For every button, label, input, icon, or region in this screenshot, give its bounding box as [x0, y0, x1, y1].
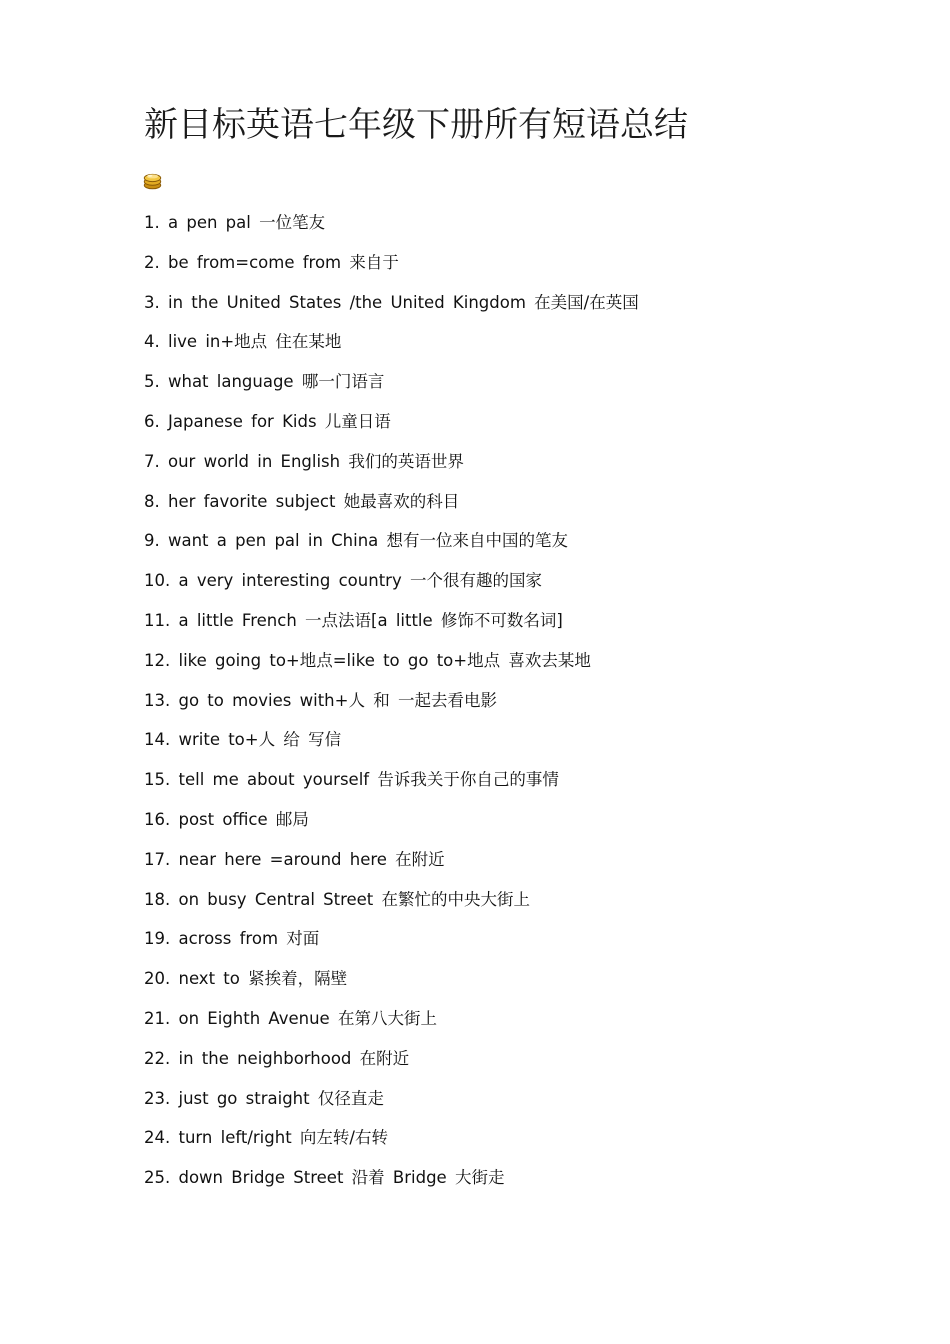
phrase-item: 4. live in+地点 住在某地: [144, 332, 342, 352]
phrase-item: 8. her favorite subject 她最喜欢的科目: [144, 491, 460, 511]
phrase-item: 18. on busy Central Street 在繁忙的中央大街上: [144, 889, 531, 909]
phrase-item: 25. down Bridge Street 沿着 Bridge 大街走: [144, 1168, 505, 1188]
phrase-item: 13. go to movies with+人 和 一起去看电影: [144, 690, 497, 710]
phrase-item: 20. next to 紧挨着，隔壁: [144, 969, 348, 989]
phrase-item: 14. write to+人 给 写信: [144, 730, 342, 750]
phrase-item: 5. what language 哪一门语言: [144, 372, 385, 392]
phrase-item: 6. Japanese for Kids 儿童日语: [144, 411, 391, 431]
phrase-item: 23. just go straight 仅径直走: [144, 1088, 384, 1108]
phrase-item: 17. near here =around here 在附近: [144, 849, 445, 869]
phrase-list: [144, 203, 639, 1198]
phrase-item: 7. our world in English 我们的英语世界: [144, 451, 464, 471]
phrase-item: 12. like going to+地点=like to go to+地点 喜欢去某地: [144, 650, 591, 670]
phrase-item: 3. in the United States /the United Kingdom 在美国/在英国: [144, 292, 639, 312]
phrase-item: 16. post office 邮局: [144, 809, 309, 829]
phrase-item: 19. across from 对面: [144, 929, 320, 949]
phrase-item: 9. want a pen pal in China 想有一位来自中国的笔友: [144, 531, 569, 551]
phrase-item: 24. turn left/right 向左转/右转: [144, 1128, 388, 1148]
phrase-item: 1. a pen pal 一位笔友: [144, 213, 326, 232]
phrase-item: 2. be from=come from 来自于: [144, 252, 399, 272]
page-title: 新目标英语七年级下册所有短语总结: [144, 105, 688, 145]
coin-stack-icon: [143, 171, 162, 190]
phrase-item: 11. a little French 一点法语[a little 修饰不可数名词]: [144, 610, 563, 630]
phrase-item: 10. a very interesting country 一个很有趣的国家: [144, 571, 542, 591]
phrase-item: 21. on Eighth Avenue 在第八大街上: [144, 1008, 437, 1028]
phrase-item: 22. in the neighborhood 在附近: [144, 1048, 410, 1068]
phrase-item: 15. tell me about yourself 告诉我关于你自己的事情: [144, 770, 559, 790]
